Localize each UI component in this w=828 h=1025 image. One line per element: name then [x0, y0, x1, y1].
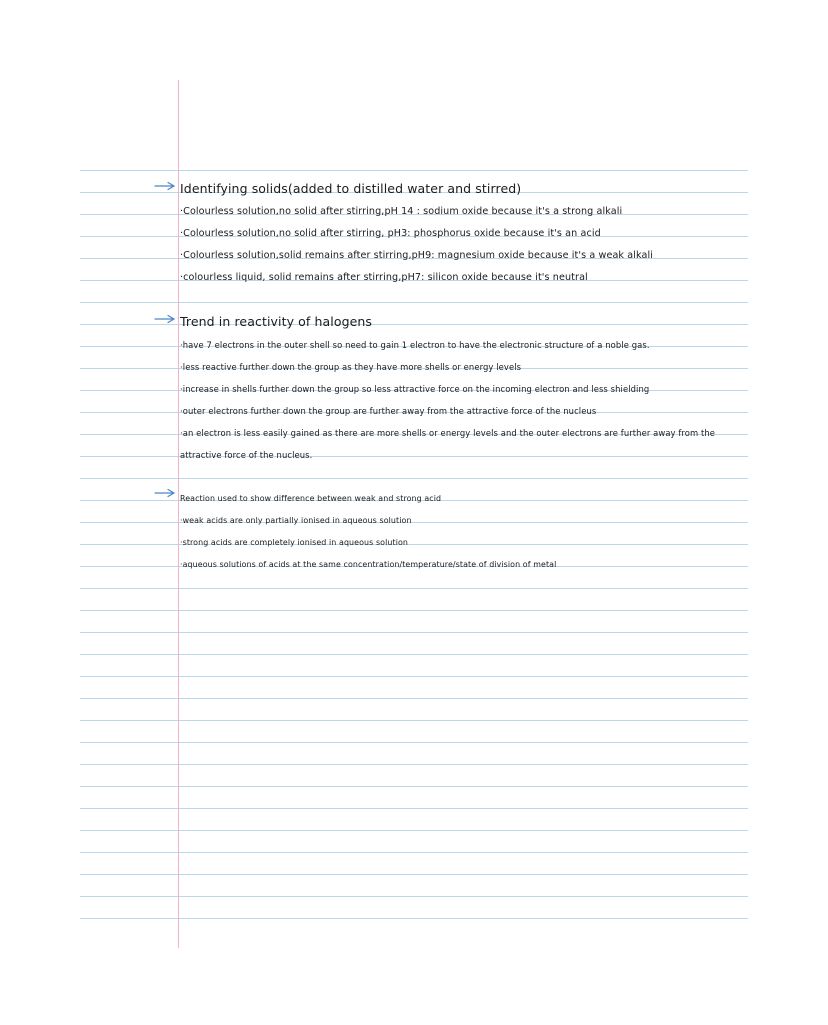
list-item: ·Colourless solution,no solid after stirring, pH3: phosphorus oxide because it's an acid	[180, 228, 601, 239]
arrow-right-icon	[154, 314, 176, 324]
paper-right-blank	[748, 0, 828, 1025]
list-item: ·strong acids are completely ionised in aqueous solution	[180, 538, 409, 547]
list-item: ·less reactive further down the group as they have more shells or energy levels	[180, 362, 522, 372]
paper-top-blank	[0, 0, 828, 170]
section-heading: Identifying solids(added to distilled water and stirred)	[180, 181, 522, 196]
list-item: ·an electron is less easily gained as there are more shells or energy levels and the outer electrons are further away from the	[180, 428, 716, 438]
list-item: ·Colourless solution,solid remains after stirring,pH9: magnesium oxide because it's a weak alkali	[180, 250, 653, 261]
list-item: ·increase in shells further down the group so less attractive force on the incoming electron and less shielding	[180, 384, 650, 394]
arrow-right-icon	[154, 488, 176, 498]
margin-line	[178, 80, 179, 948]
section-heading: Reaction used to show difference between weak and strong acid	[180, 494, 442, 503]
section-heading: Trend in reactivity of halogens	[180, 314, 373, 329]
list-item: ·outer electrons further down the group are further away from the attractive force of the nucleus	[180, 406, 597, 416]
list-item: ·aqueous solutions of acids at the same concentration/temperature/state of division of metal	[180, 560, 557, 569]
list-item: ·have 7 electrons in the outer shell so need to gain 1 electron to have the electronic structure of a noble gas.	[180, 340, 650, 350]
arrow-right-icon	[154, 181, 176, 191]
list-item: ·colourless liquid, solid remains after stirring,pH7: silicon oxide because it's neutral	[180, 272, 588, 283]
list-item: ·weak acids are only partially ionised in aqueous solution	[180, 516, 412, 525]
paper-bottom-blank	[0, 932, 828, 1025]
paper-left-blank	[0, 0, 80, 1025]
list-item: ·Colourless solution,no solid after stirring,pH 14 : sodium oxide because it's a strong alkali	[180, 206, 623, 217]
list-item-continuation: attractive force of the nucleus.	[180, 450, 313, 460]
